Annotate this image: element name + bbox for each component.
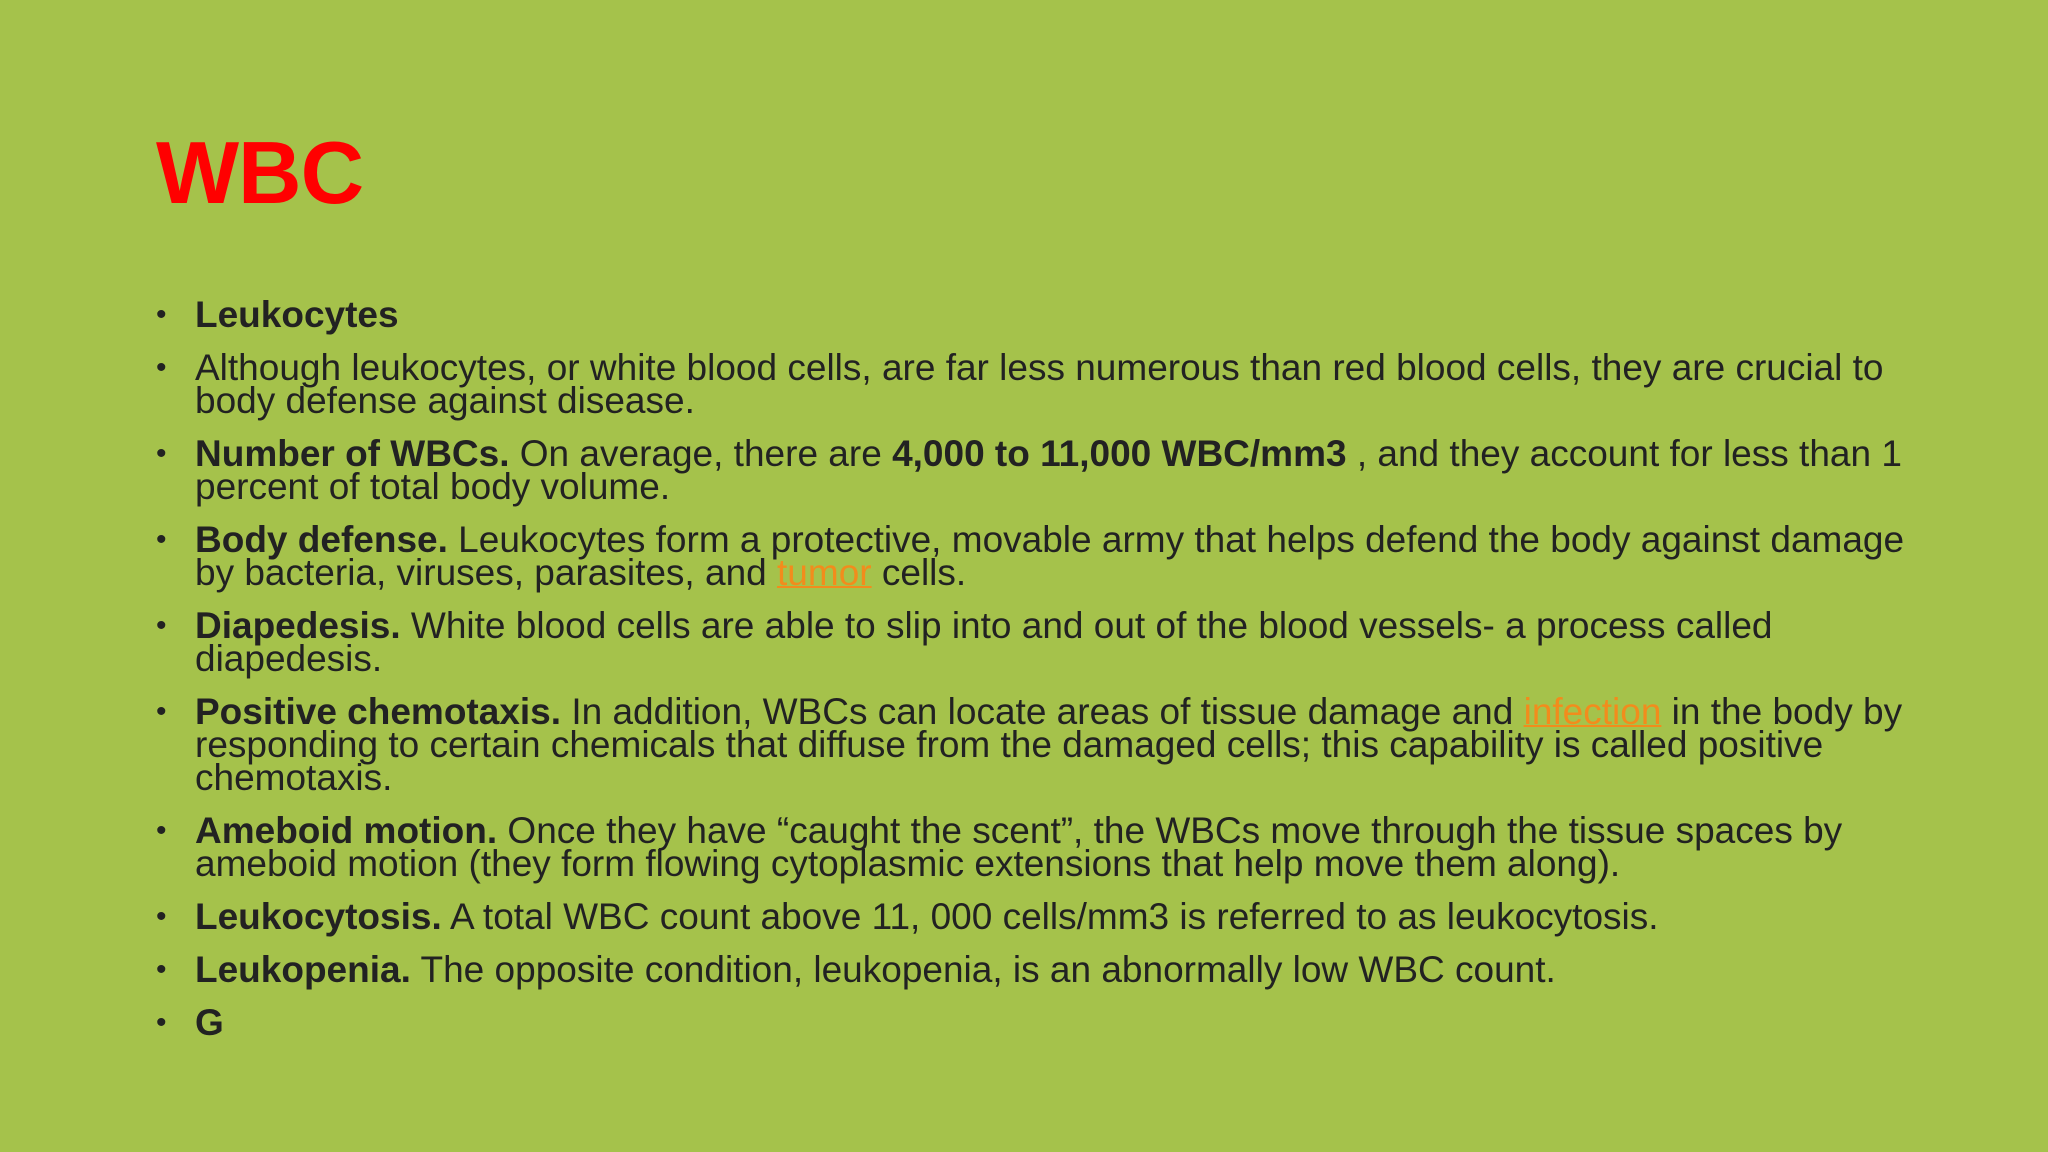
bullet-icon: • — [156, 609, 167, 642]
bullet-icon: • — [156, 298, 167, 331]
bullet-text: Once they have “caught the scent”, the WBCs move through the tissue spaces by ameboid motion (they form flowing cytoplasmic extensions that help move them along). — [195, 810, 1843, 884]
bullet-heading: Leukocytosis. — [195, 896, 442, 937]
bullet-item — [156, 1002, 1916, 1043]
bullet-icon: • — [156, 695, 167, 728]
wbc-range: 4,000 to 11,000 WBC/mm3 — [892, 433, 1347, 474]
bullet-heading: Number of WBCs. — [195, 433, 510, 474]
bullet-item — [156, 519, 1916, 593]
bullet-icon: • — [156, 1006, 167, 1039]
bullet-text: The opposite condition, leukopenia, is an abnormally low WBC count. — [410, 949, 1556, 990]
bullet-text: Leukocytes form a protective, movable army that helps defend the body against damage by bacteria, viruses, parasites, and — [195, 519, 1905, 593]
bullet-heading: Leukopenia. — [195, 949, 411, 990]
bullet-text: Although leukocytes, or white blood cells, are far less numerous than red blood cells, they are crucial to body defense against disease. — [195, 347, 1884, 421]
bullet-text: On average, there are — [509, 433, 893, 474]
bullet-text: , and they account for less than 1 percent of total body volume. — [195, 433, 1902, 507]
bullet-heading: Body defense. — [195, 519, 448, 560]
bullet-text: cells. — [871, 552, 967, 593]
bullet-icon: • — [156, 523, 167, 556]
bullet-heading: Ameboid motion. — [195, 810, 498, 851]
bullet-text: In addition, WBCs can locate areas of tissue damage and — [561, 691, 1524, 732]
bullet-item — [156, 347, 1916, 421]
bullet-text: A total WBC count above 11, 000 cells/mm3 is referred to as leukocytosis. — [441, 896, 1659, 937]
bullet-item — [156, 691, 1916, 798]
bullet-item — [156, 810, 1916, 884]
bullet-icon: • — [156, 351, 167, 384]
bullet-heading: Diapedesis. — [195, 605, 401, 646]
bullet-heading: Leukocytes — [195, 294, 399, 335]
bullet-icon: • — [156, 437, 167, 470]
bullet-text: in the body by responding to certain chemicals that diffuse from the damaged cells; this capability is called positive chemotaxis. — [195, 691, 1903, 798]
bullet-icon: • — [156, 953, 167, 986]
infection-link[interactable]: infection — [1523, 691, 1662, 732]
tumor-link[interactable]: tumor — [777, 552, 872, 593]
bullet-item — [156, 433, 1916, 507]
bullet-item — [156, 605, 1916, 679]
bullet-text: White blood cells are able to slip into and out of the blood vessels- a process called diapedesis. — [195, 605, 1773, 679]
bullet-list — [156, 294, 1916, 1059]
bullet-item — [156, 294, 1916, 335]
slide-title: WBC — [156, 123, 364, 222]
bullet-item — [156, 949, 1916, 990]
bullet-heading: Positive chemotaxis. — [195, 691, 562, 732]
bullet-icon: • — [156, 900, 167, 933]
bullet-icon: • — [156, 814, 167, 847]
bullet-heading: G — [195, 1002, 224, 1043]
bullet-item — [156, 896, 1916, 937]
